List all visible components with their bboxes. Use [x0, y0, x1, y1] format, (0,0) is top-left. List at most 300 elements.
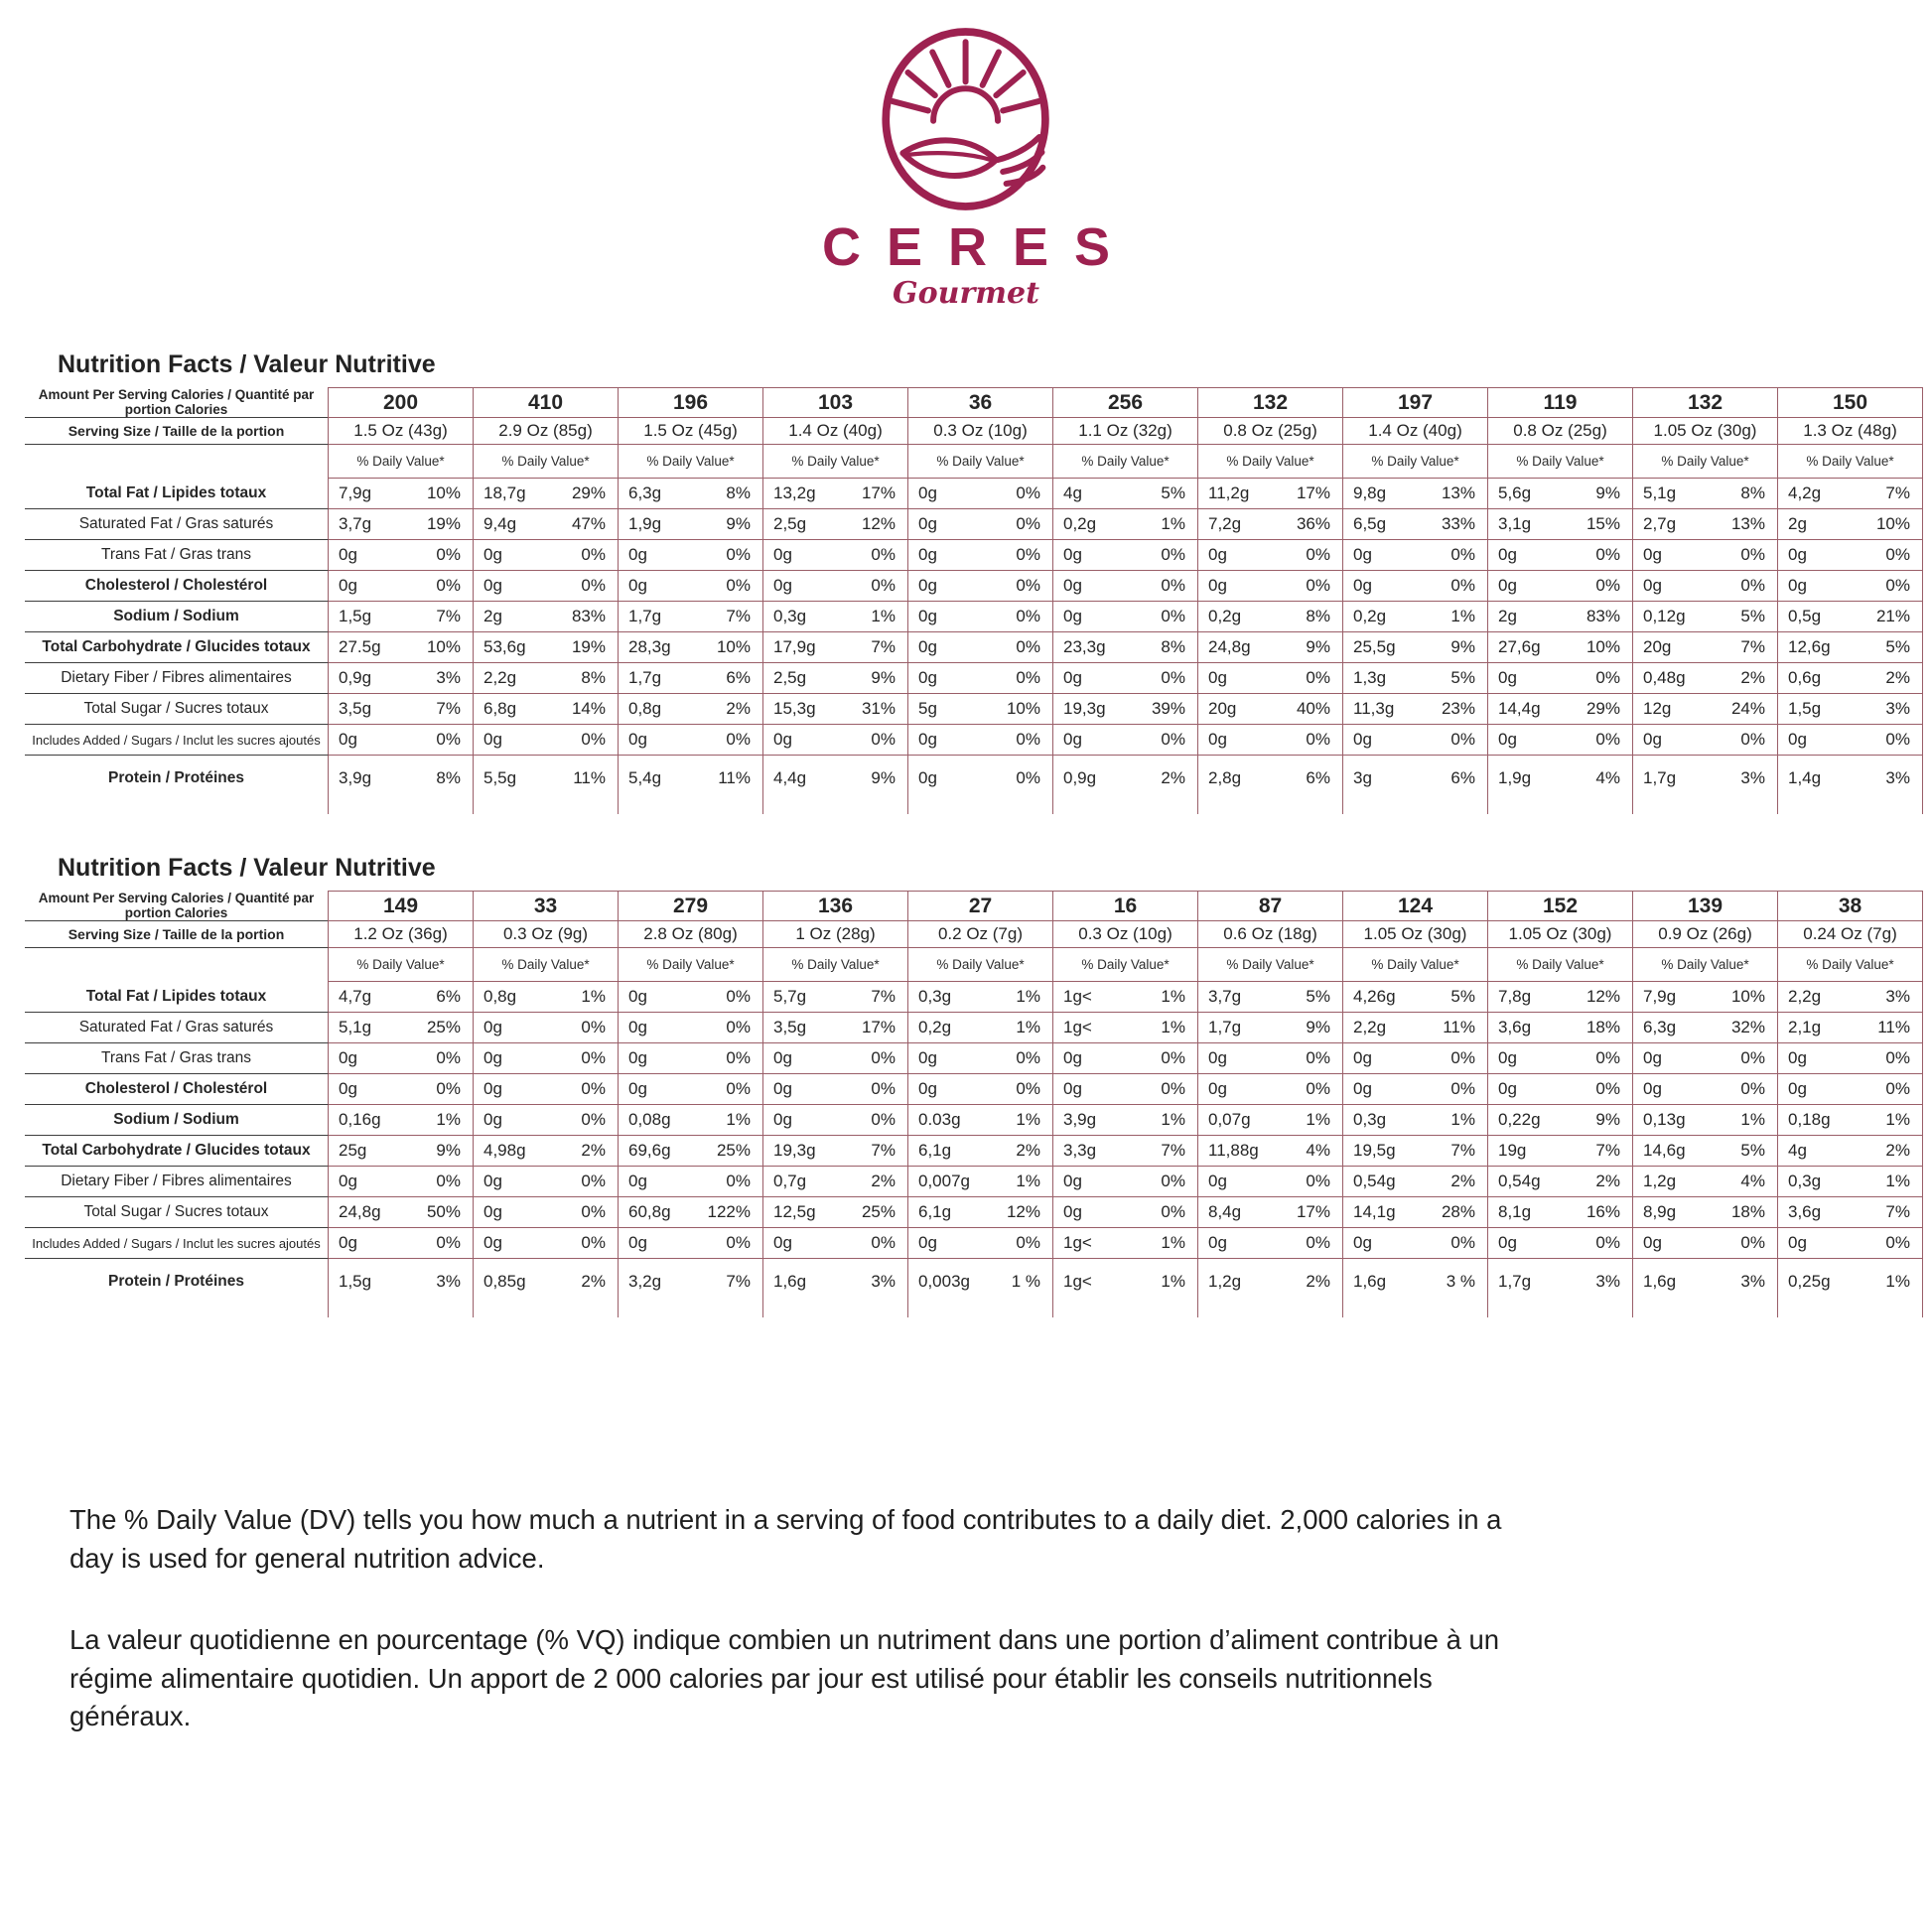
cell-percent: 8%	[436, 768, 461, 787]
nutrient-cell	[1053, 632, 1198, 663]
cell-amount: 1g<	[1063, 987, 1092, 1006]
cell-amount: 5,1g	[1643, 483, 1677, 502]
cell-amount: 3,3g	[1063, 1141, 1097, 1160]
serving-size-value: 0.3 Oz (10g)	[908, 417, 1053, 445]
cell-percent: 33%	[1441, 514, 1475, 533]
serving-size-value: 1.3 Oz (48g)	[1778, 417, 1923, 445]
cell-percent: 5%	[1306, 987, 1330, 1006]
nutrient-cell	[329, 1105, 474, 1136]
nutrient-cell	[1343, 756, 1488, 801]
nutrient-cell	[763, 1259, 908, 1305]
cell-amount: 3,6g	[1498, 1018, 1532, 1036]
cell-percent: 16%	[1586, 1202, 1620, 1221]
cell-amount: 5,4g	[628, 768, 662, 787]
cell-amount: 0,8g	[483, 987, 517, 1006]
cell-percent: 10%	[426, 637, 461, 656]
daily-value-label: % Daily Value*	[763, 948, 908, 982]
cell-amount: 3g	[1353, 768, 1372, 787]
calories-value: 132	[1633, 387, 1778, 418]
cell-amount: 15,3g	[773, 699, 816, 718]
cell-percent: 10%	[426, 483, 461, 502]
nutrient-cell	[1778, 540, 1923, 571]
cell-percent: 10%	[1006, 699, 1040, 718]
nutrient-cell	[474, 571, 619, 602]
cell-percent: 1%	[1885, 1110, 1910, 1129]
stub-cell	[474, 1305, 619, 1317]
nutrient-cell	[329, 725, 474, 756]
nutrient-cell	[1633, 663, 1778, 694]
cell-percent: 0%	[1016, 768, 1040, 787]
cell-amount: 0,54g	[1498, 1172, 1541, 1190]
cell-amount: 2,1g	[1788, 1018, 1822, 1036]
calories-value: 27	[908, 891, 1053, 921]
nutrient-cell	[1488, 756, 1633, 801]
nutrient-cell	[1488, 1043, 1633, 1074]
table-row	[25, 1228, 1923, 1259]
table-row	[25, 509, 1923, 540]
cell-percent: 0%	[1595, 1079, 1620, 1098]
row-label-sodium: Sodium / Sodium	[25, 1105, 329, 1136]
cell-amount: 0g	[1063, 607, 1082, 625]
cell-amount: 0,003g	[918, 1272, 970, 1291]
nutrient-cell	[1778, 1043, 1923, 1074]
cell-amount: 4,7g	[339, 987, 372, 1006]
cell-amount: 0g	[483, 1110, 502, 1129]
nutrient-cell	[1343, 1167, 1488, 1197]
cell-amount: 1g<	[1063, 1272, 1092, 1291]
cell-percent: 4%	[1595, 768, 1620, 787]
cell-amount: 3,5g	[339, 699, 372, 718]
cell-percent: 0%	[726, 1048, 751, 1067]
nutrient-cell	[1633, 1074, 1778, 1105]
stub-cell	[908, 801, 1053, 814]
cell-percent: 11%	[573, 768, 606, 787]
cell-amount: 6,3g	[1643, 1018, 1677, 1036]
cell-amount: 2,8g	[1208, 768, 1242, 787]
nutrient-cell	[619, 632, 763, 663]
table-title-2: Nutrition Facts / Valeur Nutritive	[58, 854, 436, 882]
nutrient-cell	[1053, 1167, 1198, 1197]
cell-amount: 0,18g	[1788, 1110, 1831, 1129]
cell-percent: 83%	[1586, 607, 1620, 625]
cell-amount: 20g	[1643, 637, 1672, 656]
cell-percent: 0%	[1740, 730, 1765, 749]
calories-value: 103	[763, 387, 908, 418]
cell-amount: 12,5g	[773, 1202, 816, 1221]
table-row	[25, 540, 1923, 571]
cell-percent: 1%	[436, 1110, 461, 1129]
cell-amount: 27.5g	[339, 637, 381, 656]
cell-percent: 3%	[1885, 987, 1910, 1006]
nutrient-cell	[1053, 1013, 1198, 1043]
cell-percent: 1%	[1450, 1110, 1475, 1129]
serving-size-value: 1.1 Oz (32g)	[1053, 417, 1198, 445]
nutrient-cell	[1198, 663, 1343, 694]
cell-amount: 0g	[1208, 1079, 1227, 1098]
table-row	[25, 1197, 1923, 1228]
stub-cell	[1488, 801, 1633, 814]
nutrient-cell	[329, 509, 474, 540]
cell-percent: 0%	[1016, 514, 1040, 533]
calories-value: 139	[1633, 891, 1778, 921]
cell-amount: 1,5g	[1788, 699, 1822, 718]
table-row	[25, 694, 1923, 725]
cell-percent: 0%	[1740, 1079, 1765, 1098]
nutrient-cell	[474, 663, 619, 694]
cell-amount: 2,7g	[1643, 514, 1677, 533]
table-row	[25, 1074, 1923, 1105]
cell-amount: 11,3g	[1353, 699, 1395, 718]
nutrient-cell	[1198, 1074, 1343, 1105]
cell-percent: 9%	[871, 668, 896, 687]
cell-percent: 32%	[1730, 1018, 1765, 1036]
serving-size-value: 1.4 Oz (40g)	[1343, 417, 1488, 445]
cell-amount: 0g	[339, 545, 357, 564]
nutrient-cell	[474, 725, 619, 756]
cell-amount: 7,9g	[1643, 987, 1677, 1006]
cell-percent: 0%	[1450, 1233, 1475, 1252]
row-label-fiber: Dietary Fiber / Fibres alimentaires	[25, 1167, 329, 1197]
cell-percent: 10%	[1875, 514, 1910, 533]
cell-percent: 5%	[1740, 607, 1765, 625]
cell-amount: 9,4g	[483, 514, 517, 533]
daily-value-label: % Daily Value*	[1343, 445, 1488, 479]
cell-amount: 0g	[1498, 1079, 1517, 1098]
cell-percent: 0%	[871, 576, 896, 595]
serving-size-label: Serving Size / Taille de la portion	[25, 417, 329, 445]
serving-size-value: 1.4 Oz (40g)	[763, 417, 908, 445]
cell-amount: 0g	[1498, 730, 1517, 749]
daily-value-label: % Daily Value*	[474, 445, 619, 479]
cell-percent: 0%	[1161, 545, 1185, 564]
row-label-total_fat: Total Fat / Lipides totaux	[25, 479, 329, 509]
stub-cell	[763, 1305, 908, 1317]
cell-percent: 2%	[1885, 668, 1910, 687]
stub-cell	[908, 1305, 1053, 1317]
cell-percent: 4%	[1306, 1141, 1330, 1160]
cell-amount: 0,12g	[1643, 607, 1686, 625]
cell-amount: 2,2g	[483, 668, 517, 687]
cell-percent: 0%	[1885, 730, 1910, 749]
nutrient-cell	[1198, 1136, 1343, 1167]
nutrient-cell	[474, 1167, 619, 1197]
cell-amount: 14,6g	[1643, 1141, 1686, 1160]
nutrient-cell	[1488, 1259, 1633, 1305]
cell-percent: 17%	[861, 1018, 896, 1036]
nutrient-cell	[1633, 694, 1778, 725]
cell-amount: 0g	[483, 730, 502, 749]
cell-percent: 3%	[436, 1272, 461, 1291]
cell-amount: 23,3g	[1063, 637, 1106, 656]
cell-amount: 1,5g	[339, 607, 372, 625]
cell-percent: 0%	[1306, 545, 1330, 564]
stub-cell	[329, 1305, 474, 1317]
nutrient-cell	[908, 982, 1053, 1013]
cell-amount: 0,3g	[1788, 1172, 1822, 1190]
row-label-trans_fat: Trans Fat / Gras trans	[25, 1043, 329, 1074]
calories-value: 87	[1198, 891, 1343, 921]
nutrient-cell	[1343, 602, 1488, 632]
daily-value-label: % Daily Value*	[329, 445, 474, 479]
cell-percent: 6%	[1450, 768, 1475, 787]
cell-amount: 5,7g	[773, 987, 807, 1006]
cell-amount: 25,5g	[1353, 637, 1396, 656]
nutrient-cell	[1053, 1228, 1198, 1259]
table-row	[25, 1167, 1923, 1197]
cell-percent: 0%	[581, 1233, 606, 1252]
nutrient-cell	[619, 1167, 763, 1197]
cell-percent: 0%	[1740, 545, 1765, 564]
cell-percent: 0%	[581, 1202, 606, 1221]
cell-amount: 7,8g	[1498, 987, 1532, 1006]
nutrient-cell	[329, 602, 474, 632]
nutrient-cell	[1778, 1074, 1923, 1105]
serving-size-value: 1.5 Oz (43g)	[329, 417, 474, 445]
nutrient-cell	[1488, 1074, 1633, 1105]
cell-percent: 0%	[436, 1079, 461, 1098]
cell-percent: 7%	[436, 699, 461, 718]
cell-percent: 0%	[726, 987, 751, 1006]
nutrient-cell	[763, 694, 908, 725]
cell-percent: 11%	[1443, 1018, 1475, 1036]
table-row	[25, 445, 1923, 479]
cell-percent: 0%	[1161, 1172, 1185, 1190]
cell-amount: 0g	[1063, 1202, 1082, 1221]
cell-percent: 17%	[861, 483, 896, 502]
stub-cell	[1778, 801, 1923, 814]
cell-amount: 0g	[1208, 545, 1227, 564]
cell-percent: 2%	[871, 1172, 896, 1190]
cell-percent: 0%	[1016, 576, 1040, 595]
table-row	[25, 1105, 1923, 1136]
nutrient-cell	[763, 1043, 908, 1074]
serving-size-value: 2.8 Oz (80g)	[619, 920, 763, 948]
stub-cell	[474, 801, 619, 814]
nutrient-cell	[1053, 1259, 1198, 1305]
cell-percent: 0%	[1016, 1079, 1040, 1098]
cell-amount: 0g	[339, 1048, 357, 1067]
cell-amount: 0,3g	[773, 607, 807, 625]
stub-cell	[1198, 801, 1343, 814]
cell-amount: 0g	[339, 1172, 357, 1190]
cell-percent: 9%	[1595, 1110, 1620, 1129]
cell-amount: 0g	[1063, 1079, 1082, 1098]
nutrient-cell	[619, 602, 763, 632]
cell-percent: 1%	[1450, 607, 1475, 625]
cell-percent: 0%	[1016, 545, 1040, 564]
cell-amount: 0g	[1353, 1048, 1372, 1067]
cell-amount: 0,13g	[1643, 1110, 1686, 1129]
cell-percent: 10%	[716, 637, 751, 656]
cell-amount: 1g<	[1063, 1233, 1092, 1252]
table-row	[25, 756, 1923, 801]
cell-amount: 4,26g	[1353, 987, 1396, 1006]
row-label-sugar: Total Sugar / Sucres totaux	[25, 694, 329, 725]
cell-percent: 1%	[1161, 1272, 1185, 1291]
brand-name: CERES	[821, 217, 1137, 277]
nutrient-cell	[1343, 1105, 1488, 1136]
cell-percent: 83%	[571, 607, 606, 625]
cell-amount: 1,9g	[1498, 768, 1532, 787]
cell-amount: 11,2g	[1208, 483, 1250, 502]
cell-amount: 0g	[918, 514, 937, 533]
cell-percent: 12%	[1006, 1202, 1040, 1221]
brand-header	[0, 0, 1932, 311]
cell-amount: 0g	[918, 730, 937, 749]
cell-amount: 0g	[1208, 730, 1227, 749]
nutrient-cell	[1778, 694, 1923, 725]
calories-value: 16	[1053, 891, 1198, 921]
nutrient-cell	[1633, 725, 1778, 756]
row-label-added_sugar: Includes Added / Sugars / Inclut les sucres ajoutés	[25, 1228, 329, 1259]
serving-size-value: 0.8 Oz (25g)	[1488, 417, 1633, 445]
nutrient-cell	[908, 1167, 1053, 1197]
cell-percent: 8%	[1161, 637, 1185, 656]
cell-percent: 17%	[1296, 483, 1330, 502]
cell-percent: 2%	[1161, 768, 1185, 787]
cell-amount: 1,3g	[1353, 668, 1387, 687]
cell-percent: 2%	[581, 1141, 606, 1160]
nutrient-cell	[908, 756, 1053, 801]
table-row	[25, 1305, 1923, 1317]
cell-percent: 7%	[1161, 1141, 1185, 1160]
daily-value-label: % Daily Value*	[619, 948, 763, 982]
nutrition-section-1	[0, 350, 1932, 814]
nutrient-cell	[763, 1228, 908, 1259]
table-row	[25, 479, 1923, 509]
nutrient-cell	[329, 694, 474, 725]
cell-percent: 0%	[871, 1233, 896, 1252]
cell-percent: 0%	[1306, 576, 1330, 595]
calories-value: 196	[619, 387, 763, 418]
nutrient-cell	[1488, 663, 1633, 694]
cell-percent: 0%	[871, 1048, 896, 1067]
cell-amount: 11,88g	[1208, 1141, 1259, 1160]
cell-amount: 0g	[773, 545, 792, 564]
cell-amount: 3,5g	[773, 1018, 807, 1036]
nutrient-cell	[908, 725, 1053, 756]
cell-percent: 3%	[871, 1272, 896, 1291]
cell-percent: 9%	[871, 768, 896, 787]
stub-cell	[1488, 1305, 1633, 1317]
cell-amount: 1,7g	[628, 607, 662, 625]
nutrient-cell	[763, 479, 908, 509]
nutrient-cell	[329, 540, 474, 571]
row-label-sat_fat: Saturated Fat / Gras saturés	[25, 1013, 329, 1043]
nutrient-cell	[1343, 663, 1488, 694]
daily-value-label: % Daily Value*	[1778, 445, 1923, 479]
stub-cell	[1053, 1305, 1198, 1317]
cell-amount: 3,9g	[1063, 1110, 1097, 1129]
daily-value-label: % Daily Value*	[1488, 445, 1633, 479]
cell-percent: 0%	[1306, 730, 1330, 749]
cell-percent: 1%	[1016, 1110, 1040, 1129]
nutrient-cell	[1343, 1228, 1488, 1259]
cell-percent: 12%	[861, 514, 896, 533]
cell-percent: 9%	[726, 514, 751, 533]
nutrient-cell	[1198, 509, 1343, 540]
nutrient-cell	[1633, 540, 1778, 571]
cell-percent: 0%	[436, 1048, 461, 1067]
nutrient-cell	[1778, 571, 1923, 602]
nutrition-grid-2	[25, 891, 1923, 1317]
nutrient-cell	[1198, 540, 1343, 571]
cell-amount: 5,5g	[483, 768, 517, 787]
nutrient-cell	[1343, 571, 1488, 602]
cell-amount: 0g	[628, 1018, 647, 1036]
cell-percent: 0%	[726, 1079, 751, 1098]
cell-percent: 3%	[1595, 1272, 1620, 1291]
nutrient-cell	[1488, 479, 1633, 509]
cell-percent: 0%	[1450, 545, 1475, 564]
cell-amount: 0g	[628, 987, 647, 1006]
row-label-sodium: Sodium / Sodium	[25, 602, 329, 632]
cell-amount: 3,7g	[1208, 987, 1242, 1006]
calories-value: 256	[1053, 387, 1198, 418]
nutrient-cell	[908, 571, 1053, 602]
serving-size-label: Serving Size / Taille de la portion	[25, 920, 329, 948]
cell-percent: 5%	[1885, 637, 1910, 656]
nutrient-cell	[1633, 632, 1778, 663]
row-label-cholesterol: Cholesterol / Cholestérol	[25, 571, 329, 602]
cell-amount: 2,2g	[1353, 1018, 1387, 1036]
nutrient-cell	[763, 1136, 908, 1167]
cell-percent: 50%	[426, 1202, 461, 1221]
nutrient-cell	[1488, 1105, 1633, 1136]
daily-value-label: % Daily Value*	[1633, 948, 1778, 982]
cell-percent: 25%	[861, 1202, 896, 1221]
cell-percent: 14%	[571, 699, 606, 718]
nutrient-cell	[908, 1259, 1053, 1305]
cell-percent: 10%	[1730, 987, 1765, 1006]
cell-percent: 1%	[871, 607, 896, 625]
cell-amount: 0g	[1353, 1233, 1372, 1252]
cell-percent: 21%	[1875, 607, 1910, 625]
nutrient-cell	[1053, 982, 1198, 1013]
nutrient-cell	[474, 982, 619, 1013]
cell-percent: 0%	[1306, 1233, 1330, 1252]
table-row	[25, 602, 1923, 632]
cell-amount: 6,5g	[1353, 514, 1387, 533]
cell-amount: 0g	[628, 545, 647, 564]
nutrition-section-2	[0, 854, 1932, 1317]
cell-amount: 6,8g	[483, 699, 517, 718]
stub-cell	[1778, 1305, 1923, 1317]
cell-percent: 5%	[1740, 1141, 1765, 1160]
cell-percent: 9%	[1306, 637, 1330, 656]
amount-per-serving-label: Amount Per Serving Calories / Quantité par portion Calories	[25, 387, 329, 418]
nutrient-cell	[1198, 756, 1343, 801]
nutrient-cell	[619, 1013, 763, 1043]
nutrient-cell	[1633, 1136, 1778, 1167]
daily-value-label: % Daily Value*	[1053, 948, 1198, 982]
row-label-total_fat: Total Fat / Lipides totaux	[25, 982, 329, 1013]
cell-amount: 0,07g	[1208, 1110, 1251, 1129]
nutrient-cell	[1053, 1136, 1198, 1167]
cell-amount: 2,5g	[773, 514, 807, 533]
stub-cell	[329, 801, 474, 814]
cell-percent: 3 %	[1446, 1272, 1475, 1291]
serving-size-value: 0.3 Oz (9g)	[474, 920, 619, 948]
table-row	[25, 725, 1923, 756]
cell-percent: 39%	[1151, 699, 1185, 718]
nutrient-cell	[1488, 571, 1633, 602]
cell-percent: 0%	[581, 1018, 606, 1036]
nutrient-cell	[1198, 1228, 1343, 1259]
cell-percent: 0%	[1161, 1079, 1185, 1098]
cell-percent: 5%	[1450, 668, 1475, 687]
cell-percent: 0%	[436, 545, 461, 564]
